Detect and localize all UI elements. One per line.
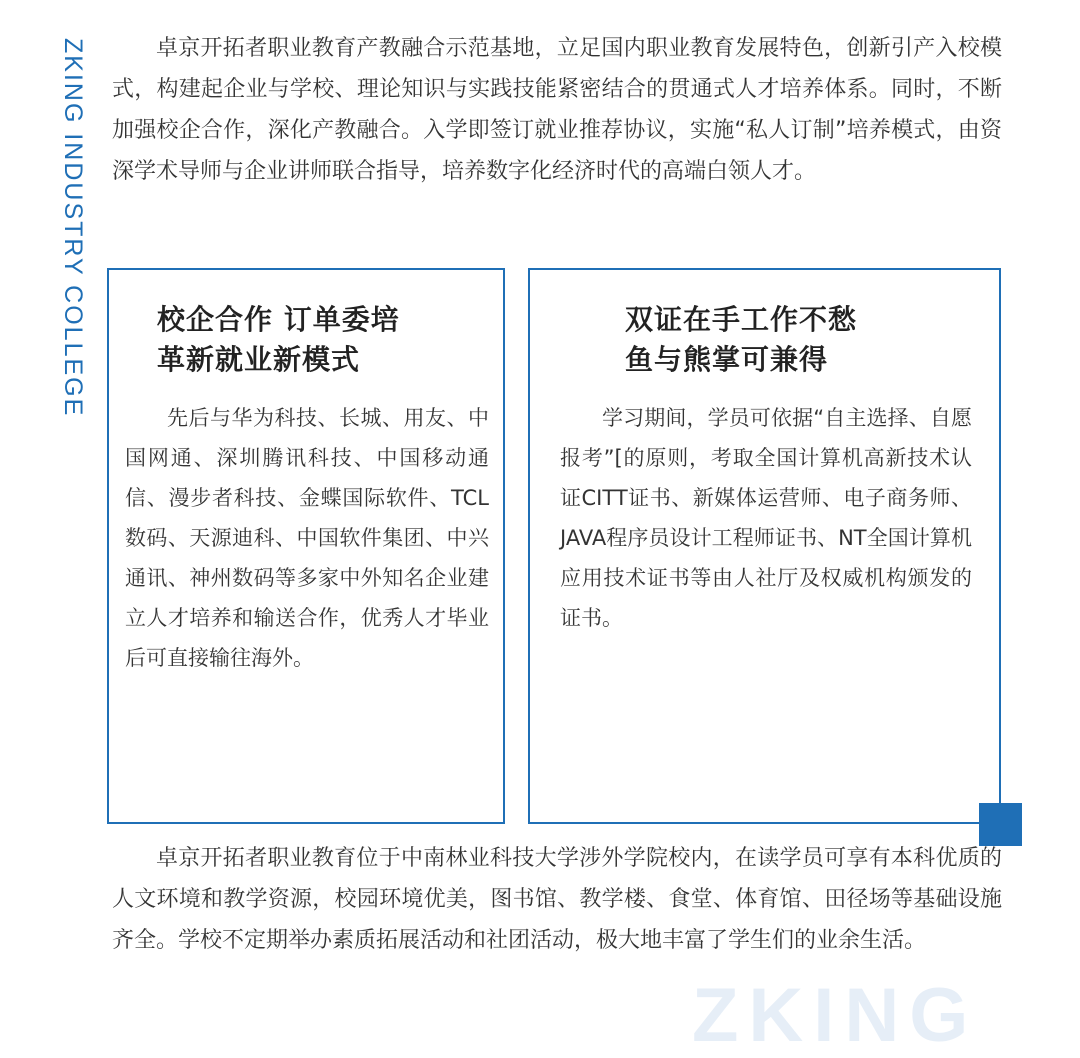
card-left-title <box>157 300 400 380</box>
card-left-title-line2: 革新就业新模式 <box>157 343 361 376</box>
card-right-body: 学习期间，学员可依据“自主选择、自愿报考”[的原则，考取全国计算机高新技术认证CITT证书、新媒体运营师、电子商务师、JAVA程序员设计工程师证书、NT全国计算机应用技术证书等由人社厅及权威机构颁发的证书。 <box>560 406 972 630</box>
card-right-title-line2: 鱼与熊掌可兼得 <box>625 343 829 376</box>
card-left-title-line1: 校企合作 订单委培 <box>157 303 400 336</box>
watermark-logo-text: ZKING <box>692 973 979 1058</box>
side-vertical-title: ZKING INDUSTRY COLLEGE <box>59 38 87 418</box>
card-right-title <box>625 300 857 380</box>
intro-paragraph: 卓京开拓者职业教育产教融合示范基地，立足国内职业教育发展特色，创新引产入校模式，构建起企业与学校、理论知识与实践技能紧密结合的贯通式人才培养体系。同时，不断加强校企合作，深化产教融合。入学即签订就业推荐协议，实施“私人订制”培养模式，由资深学术导师与企业讲师联合指导，培养数字化经济时代的高端白领人才。 <box>112 36 1002 184</box>
card-right-title-line1: 双证在手工作不愁 <box>625 303 858 336</box>
card-school-enterprise <box>107 268 505 824</box>
card-left-body: 先后与华为科技、长城、用友、中国网通、深圳腾讯科技、中国移动通信、漫步者科技、金蝶国际软件、TCL数码、天源迪科、中国软件集团、中兴通讯、神州数码等多家中外知名企业建立人才培养和输送合作，优秀人才毕业后可直接输往海外。 <box>125 406 489 670</box>
outro-paragraph: 卓京开拓者职业教育位于中南林业科技大学涉外学院校内，在读学员可享有本科优质的人文环境和教学资源，校园环境优美，图书馆、教学楼、食堂、体育馆、田径场等基础设施齐全。学校不定期举办素质拓展活动和社团活动，极大地丰富了学生们的业余生活。 <box>112 846 1002 953</box>
card-dual-certificate <box>528 268 1001 824</box>
